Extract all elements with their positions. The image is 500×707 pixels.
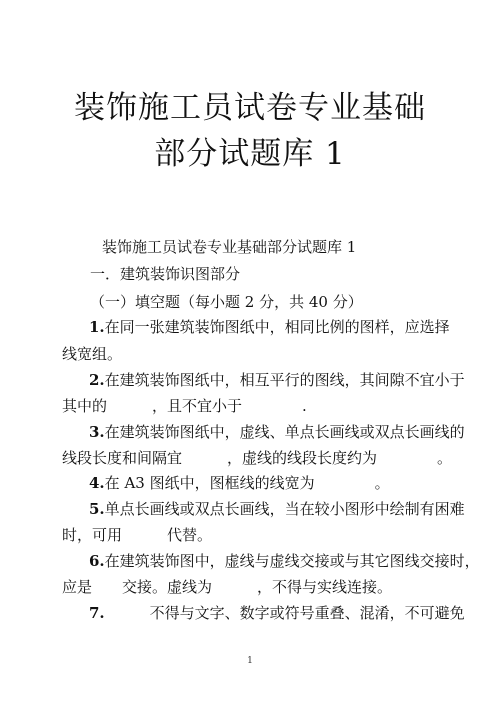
- page-number: 1: [247, 656, 253, 666]
- question-3-continuation: 线段长度和间隔宜 ，虚线的线段长度约为 。: [62, 449, 453, 467]
- question-text: 单点长画线或双点长画线，当在较小图形中绘制有困难: [104, 500, 465, 518]
- question-5: [89, 499, 465, 519]
- question-text: 不得与文字、数字或符号重叠、混淆，不可避免: [104, 604, 465, 622]
- question-text: 在同一张建筑装饰图纸中，相同比例的图样，应选择: [104, 318, 450, 336]
- question-5-continuation: 时，可用 代替。: [62, 526, 213, 544]
- document-title-line-1: 装饰施工员试卷专业基础: [74, 90, 426, 126]
- question-7: [89, 603, 465, 623]
- question-number: 4.: [89, 474, 105, 492]
- question-number: 7.: [89, 604, 105, 622]
- question-6: [89, 551, 480, 571]
- question-1: [89, 317, 450, 337]
- question-number: 1.: [89, 318, 105, 336]
- question-1-continuation: 线宽组。: [62, 345, 123, 363]
- question-number: 5.: [89, 500, 105, 518]
- question-number: 6.: [89, 552, 105, 570]
- document-title-line-2: 部分试题库 1: [154, 136, 346, 172]
- question-3: [89, 422, 465, 442]
- question-2-continuation: 其中的 ，且不宜小于 .: [62, 397, 307, 415]
- question-number: 3.: [89, 423, 105, 441]
- subsection-heading: （一）填空题（每小题 2 分，共 40 分）: [90, 293, 363, 311]
- question-4: [89, 473, 390, 493]
- question-2: [89, 370, 465, 390]
- document-subtitle: 装饰施工员试卷专业基础部分试题库 1: [102, 238, 357, 256]
- question-text: 在 A3 图纸中，图框线的线宽为 。: [104, 474, 390, 492]
- question-text: 在建筑装饰图纸中，虚线、单点长画线或双点长画线的: [104, 423, 465, 441]
- question-6-continuation: 应是 交接。虚线为 ，不得与实线连接。: [62, 578, 393, 596]
- question-number: 2.: [89, 371, 105, 389]
- section-heading: 一．建筑装饰识图部分: [90, 265, 241, 283]
- question-text: 在建筑装饰图纸中，相互平行的图线，其间隙不宜小于: [104, 371, 465, 389]
- question-text: 在建筑装饰图中，虚线与虚线交接或与其它图线交接时，: [104, 552, 480, 570]
